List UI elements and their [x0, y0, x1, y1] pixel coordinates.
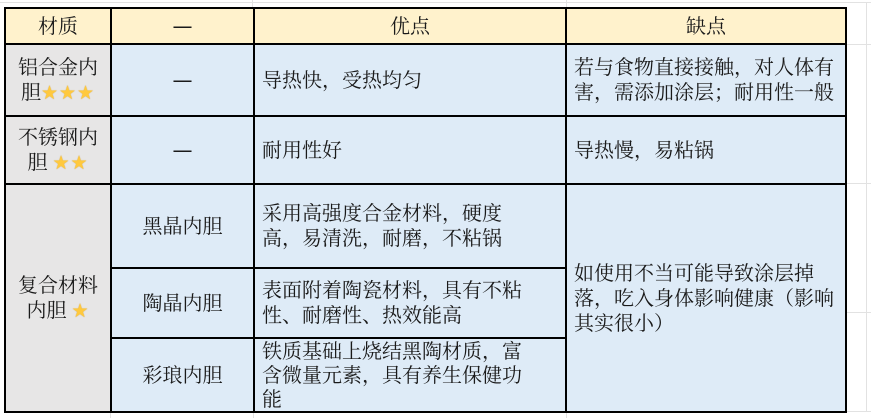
pros-text: 铁质基础上烧结黑陶材质，富含微量元素，具有养生保健功能 — [262, 339, 522, 411]
subtype-cell-enamel — [111, 338, 254, 412]
pros-cell-black-crystal — [254, 184, 566, 268]
subtype-cell-aluminum — [111, 44, 254, 116]
subtype-name: 陶晶内胆 — [142, 290, 223, 315]
sheet-gridline — [866, 2, 867, 412]
material-cell-aluminum — [5, 44, 111, 116]
sheet-gridline — [252, 0, 253, 7]
material-name: 不锈钢内胆 — [18, 124, 98, 174]
subtype-cell-stainless — [111, 116, 254, 184]
pros-cell-enamel — [254, 338, 566, 412]
header-cons-label: 缺点 — [686, 13, 726, 38]
header-cell-dash — [111, 8, 254, 44]
cons-cell-composite — [566, 184, 846, 412]
material-cell-stainless — [5, 116, 111, 184]
row-stainless — [5, 116, 846, 184]
sheet-gridline — [0, 2, 871, 3]
sheet-gridline — [566, 0, 567, 7]
material-name: 铝合金内胆 — [18, 54, 98, 104]
material-comparison-table — [4, 7, 847, 413]
sheet-gridline — [845, 411, 871, 412]
subtype-dash: — — [172, 67, 193, 92]
pros-text: 表面附着陶瓷材料，具有不粘性、耐磨性、热效能高 — [262, 278, 522, 327]
subtype-name: 彩琅内胆 — [142, 362, 223, 387]
pros-text: 导热快，受热均匀 — [262, 67, 422, 92]
header-cell-pros — [254, 8, 566, 44]
pros-cell-ceramic-crystal — [254, 268, 566, 338]
header-cell-cons — [566, 8, 846, 44]
pros-text: 采用高强度合金材料，硬度高，易清洗，耐磨，不粘锅 — [262, 201, 502, 250]
header-dash-label: — — [172, 13, 193, 38]
sheet-gridline — [845, 312, 871, 313]
sheet-gridline — [845, 183, 871, 184]
pros-cell-stainless — [254, 116, 566, 184]
pros-cell-aluminum — [254, 44, 566, 116]
pros-text: 耐用性好 — [262, 137, 342, 162]
star-rating: ★★★ — [40, 81, 96, 104]
cons-text: 若与食物直接接触，对人体有害，需添加涂层；耐用性一般 — [574, 55, 834, 104]
star-rating: ★ — [71, 299, 90, 322]
header-row — [5, 8, 846, 44]
sheet-gridline — [845, 44, 871, 45]
header-material-label: 材质 — [38, 13, 78, 38]
cons-cell-aluminum — [566, 44, 846, 116]
row-black-crystal — [5, 184, 846, 268]
material-cell-composite — [5, 184, 111, 412]
cons-text: 导热慢，易粘锅 — [574, 137, 714, 162]
row-aluminum — [5, 44, 846, 116]
header-pros-label: 优点 — [390, 13, 430, 38]
subtype-cell-black-crystal — [111, 184, 254, 268]
subtype-dash: — — [172, 137, 193, 162]
star-rating: ★★ — [52, 151, 89, 174]
cons-cell-stainless — [566, 116, 846, 184]
material-name: 复合材料内胆 — [18, 272, 98, 322]
cons-text: 如使用不当可能导致涂层掉落，吃入身体影响健康（影响其实很小） — [574, 260, 834, 335]
subtype-cell-ceramic-crystal — [111, 268, 254, 338]
subtype-name: 黑晶内胆 — [142, 213, 223, 238]
header-cell-material — [5, 8, 111, 44]
